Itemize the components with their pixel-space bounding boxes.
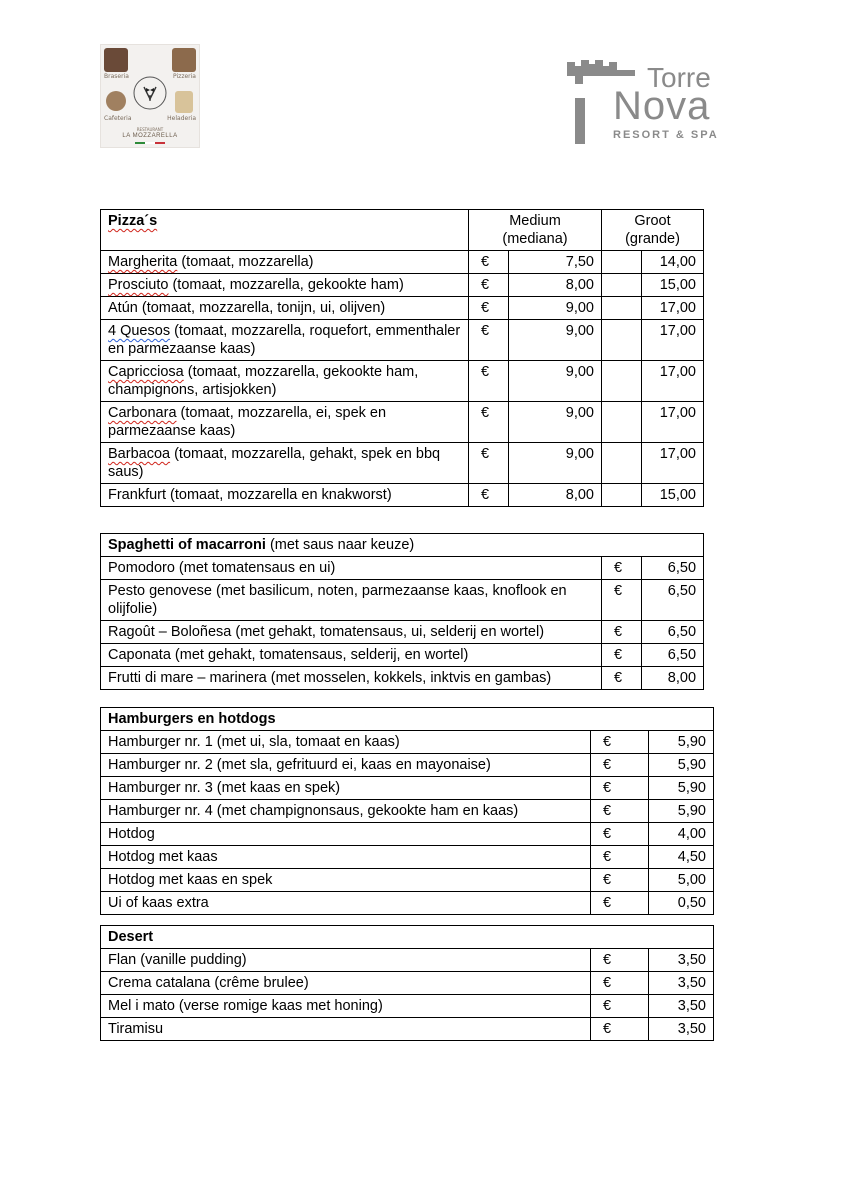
price-medium: 9,00 [509, 361, 602, 402]
desert-item-name: Crema catalana (crême brulee) [101, 972, 591, 995]
price-groot: 17,00 [642, 361, 704, 402]
burger-item-name: Hotdog met kaas en spek [101, 869, 591, 892]
col-groot-header [602, 210, 704, 251]
pasta-table [100, 533, 704, 690]
burger-price: 0,50 [649, 892, 714, 915]
pasta-price: 6,50 [642, 557, 704, 580]
table-row [101, 320, 704, 361]
price-groot: 14,00 [642, 251, 704, 274]
desert-header-row [101, 926, 714, 949]
pasta-price: 6,50 [642, 644, 704, 667]
empty-cell [602, 484, 642, 507]
pizza-desc: (tomaat, mozzarella, tonijn, ui, olijven) [137, 300, 386, 316]
price-medium: 9,00 [509, 297, 602, 320]
currency-cell: € [591, 800, 649, 823]
price-medium: 9,00 [509, 443, 602, 484]
currency-cell: € [591, 846, 649, 869]
pizza-name: Capricciosa [108, 364, 184, 380]
price-medium: 8,00 [509, 484, 602, 507]
burger-item-name: Ui of kaas extra [101, 892, 591, 915]
empty-cell [602, 443, 642, 484]
col-medium-label: Medium [509, 213, 561, 229]
desert-price: 3,50 [649, 995, 714, 1018]
table-row [101, 800, 714, 823]
price-groot: 17,00 [642, 402, 704, 443]
pasta-item-name: Caponata (met gehakt, tomatensaus, selderij, en wortel) [101, 644, 602, 667]
table-row [101, 949, 714, 972]
logo-label-braseria: Braseria [104, 73, 129, 80]
pasta-title-suffix: (met saus naar keuze) [265, 537, 415, 553]
logo-nova-text: Nova [613, 84, 711, 128]
currency-cell: € [469, 251, 509, 274]
currency-cell: € [469, 274, 509, 297]
burger-price: 5,90 [649, 754, 714, 777]
table-row [101, 557, 704, 580]
pizza-name-cell [101, 402, 469, 443]
burger-item-name: Hamburger nr. 4 (met champignonsaus, gekookte ham en kaas) [101, 800, 591, 823]
cafeteria-photo [106, 91, 126, 111]
burger-item-name: Hamburger nr. 2 (met sla, gefrituurd ei, kaas en mayonaise) [101, 754, 591, 777]
pizza-name: Frankfurt [108, 487, 167, 503]
currency-cell: € [469, 402, 509, 443]
empty-cell [602, 251, 642, 274]
burger-price: 5,90 [649, 731, 714, 754]
pizza-name-cell [101, 297, 469, 320]
table-row [101, 869, 714, 892]
col-medium-sublabel: (mediana) [502, 231, 568, 247]
table-row [101, 731, 714, 754]
currency-cell: € [591, 949, 649, 972]
currency-cell: € [602, 580, 642, 621]
price-groot: 17,00 [642, 443, 704, 484]
pizza-name: Barbacoa [108, 446, 171, 462]
table-row [101, 402, 704, 443]
logo-label-pizzeria: Pizzeria [173, 73, 196, 80]
currency-cell: € [591, 995, 649, 1018]
pasta-title-text: Spaghetti of macarroni [108, 537, 266, 553]
table-row [101, 443, 704, 484]
currency-cell: € [602, 557, 642, 580]
pasta-item-name: Frutti di mare – marinera (met mosselen, kokkels, inktvis en gambas) [101, 667, 602, 690]
empty-cell [602, 274, 642, 297]
pizza-name-cell [101, 274, 469, 297]
currency-cell: € [591, 823, 649, 846]
pizza-name: 4 Quesos [108, 323, 171, 339]
pasta-item-name: Pomodoro (met tomatensaus en ui) [101, 557, 602, 580]
pizza-name: Atún [108, 300, 138, 316]
price-medium: 7,50 [509, 251, 602, 274]
pizza-name-cell [101, 484, 469, 507]
table-row [101, 644, 704, 667]
desert-item-name: Flan (vanille pudding) [101, 949, 591, 972]
pizza-desc: (tomaat, mozzarella, gekookte ham) [168, 277, 404, 293]
pizza-name-cell [101, 251, 469, 274]
currency-cell: € [602, 644, 642, 667]
burger-price: 5,90 [649, 800, 714, 823]
pizza-section-title [101, 210, 469, 251]
pizza-desc: (tomaat, mozzarella, gekookte ham, champignons, artisjokken) [108, 364, 419, 398]
desert-title-text: Desert [108, 929, 154, 945]
table-row [101, 777, 714, 800]
desert-price: 3,50 [649, 972, 714, 995]
pizza-desc: (tomaat, mozzarella en knakworst) [166, 487, 392, 503]
burger-item-name: Hotdog [101, 823, 591, 846]
logo-name: LA MOZZARELLA [122, 133, 178, 139]
table-row [101, 1018, 714, 1041]
price-groot: 15,00 [642, 484, 704, 507]
price-groot: 17,00 [642, 320, 704, 361]
table-row [101, 621, 704, 644]
table-row [101, 823, 714, 846]
currency-cell: € [591, 892, 649, 915]
price-medium: 9,00 [509, 402, 602, 443]
desert-item-name: Mel i mato (verse romige kaas met honing) [101, 995, 591, 1018]
currency-cell: € [469, 297, 509, 320]
torre-nova-logo [565, 58, 725, 148]
burger-price: 5,90 [649, 777, 714, 800]
pizza-header-row [101, 210, 704, 251]
burger-price: 5,00 [649, 869, 714, 892]
pizza-name: Carbonara [108, 405, 177, 421]
currency-cell: € [469, 320, 509, 361]
logo-label-heladeria: Heladeria [167, 115, 196, 122]
pizza-desc: (tomaat, mozzarella, roquefort, emmenthaler en parmezaanse kaas) [108, 323, 461, 357]
pizza-desc: (tomaat, mozzarella, ei, spek en parmezaanse kaas) [108, 405, 387, 439]
pasta-item-name: Pesto genovese (met basilicum, noten, parmezaanse kaas, knoflook en olijfolie) [101, 580, 602, 621]
pasta-price: 6,50 [642, 580, 704, 621]
col-medium-header [469, 210, 602, 251]
price-groot: 17,00 [642, 297, 704, 320]
desert-item-name: Tiramisu [101, 1018, 591, 1041]
table-row [101, 892, 714, 915]
logo-restaurant-label: RESTAURANT [136, 127, 164, 132]
logo-torre-text: Torre [647, 62, 711, 93]
burgers-table [100, 707, 714, 915]
la-mozzarella-logo [100, 44, 200, 148]
burger-item-name: Hamburger nr. 3 (met kaas en spek) [101, 777, 591, 800]
empty-cell [602, 320, 642, 361]
pizza-name-cell [101, 320, 469, 361]
braseria-photo [104, 48, 128, 72]
currency-cell: € [591, 777, 649, 800]
currency-cell: € [591, 731, 649, 754]
currency-cell: € [469, 361, 509, 402]
table-row [101, 274, 704, 297]
currency-cell: € [591, 972, 649, 995]
burgers-section-title [101, 708, 714, 731]
pizza-desc: (tomaat, mozzarella) [177, 254, 314, 270]
burger-item-name: Hamburger nr. 1 (met ui, sla, tomaat en kaas) [101, 731, 591, 754]
desert-price: 3,50 [649, 1018, 714, 1041]
pizzeria-photo [172, 48, 196, 72]
table-row [101, 251, 704, 274]
heladeria-photo [175, 91, 193, 113]
pasta-header-row [101, 534, 704, 557]
logo-resort-text: RESORT & SPA [613, 129, 719, 141]
table-row [101, 846, 714, 869]
pizza-name: Margherita [108, 254, 178, 270]
currency-cell: € [591, 1018, 649, 1041]
burger-item-name: Hotdog met kaas [101, 846, 591, 869]
pasta-price: 6,50 [642, 621, 704, 644]
table-row [101, 361, 704, 402]
col-groot-sublabel: (grande) [625, 231, 680, 247]
pizza-name-cell [101, 361, 469, 402]
pizza-name-cell [101, 443, 469, 484]
empty-cell [602, 361, 642, 402]
table-row [101, 580, 704, 621]
italian-flag-bar [135, 142, 165, 144]
desert-section-title [101, 926, 714, 949]
currency-cell: € [591, 869, 649, 892]
pasta-item-name: Ragoût – Boloñesa (met gehakt, tomatensaus, ui, selderij en wortel) [101, 621, 602, 644]
desert-price: 3,50 [649, 949, 714, 972]
table-row [101, 297, 704, 320]
table-row [101, 754, 714, 777]
pasta-price: 8,00 [642, 667, 704, 690]
burgers-title-text: Hamburgers en hotdogs [108, 711, 276, 727]
price-medium: 8,00 [509, 274, 602, 297]
col-groot-label: Groot [634, 213, 671, 229]
pizza-title-text: Pizza´s [108, 213, 158, 229]
price-medium: 9,00 [509, 320, 602, 361]
burgers-header-row [101, 708, 714, 731]
table-row [101, 995, 714, 1018]
currency-cell: € [602, 667, 642, 690]
pizza-desc: (tomaat, mozzarella, gehakt, spek en bbq saus) [108, 446, 441, 480]
burger-price: 4,50 [649, 846, 714, 869]
empty-cell [602, 402, 642, 443]
pizza-table [100, 209, 704, 507]
table-row [101, 484, 704, 507]
currency-cell: € [602, 621, 642, 644]
price-groot: 15,00 [642, 274, 704, 297]
currency-cell: € [469, 484, 509, 507]
currency-cell: € [591, 754, 649, 777]
waiter-icon [131, 73, 169, 113]
pizza-name: Prosciuto [108, 277, 169, 293]
desert-table [100, 925, 714, 1041]
empty-cell [602, 297, 642, 320]
table-row [101, 667, 704, 690]
burger-price: 4,00 [649, 823, 714, 846]
pasta-section-title [101, 534, 704, 557]
logo-label-cafeteria: Cafeteria [104, 115, 132, 122]
table-row [101, 972, 714, 995]
currency-cell: € [469, 443, 509, 484]
